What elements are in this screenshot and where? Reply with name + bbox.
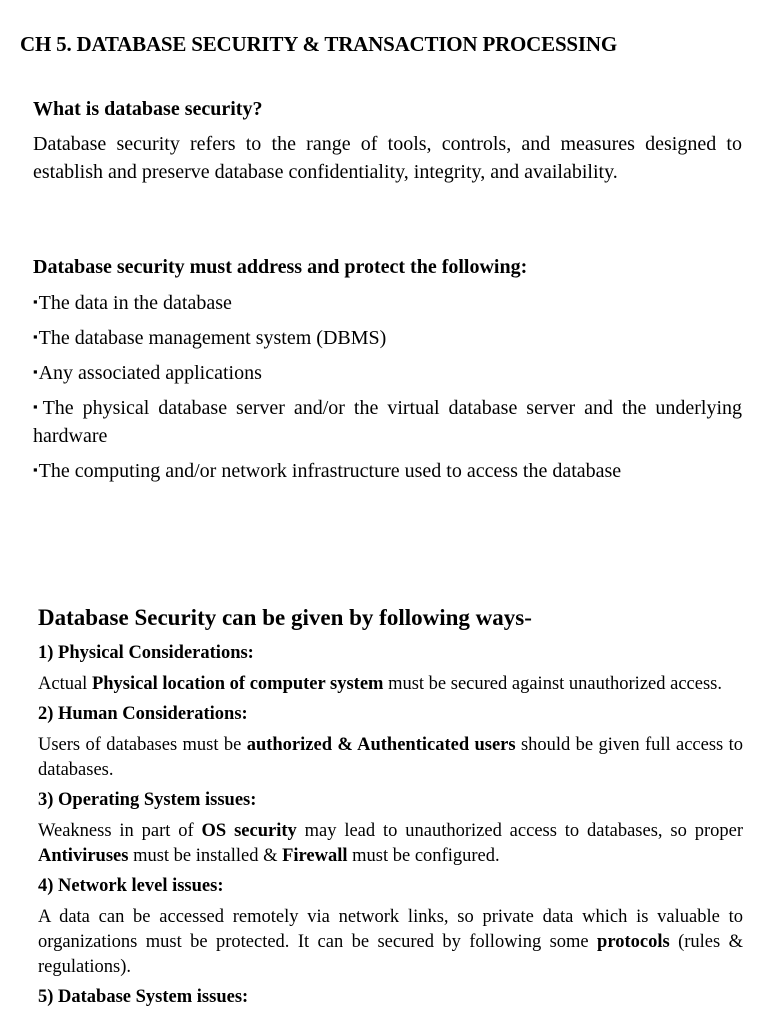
definition-paragraph: Database security refers to the range of tools, controls, and measures designed to establish and preserve database confidentiality, integrity, and availability. <box>33 133 742 183</box>
list-item <box>33 358 742 387</box>
list-item <box>33 393 742 450</box>
body-text: Actual <box>38 674 92 694</box>
way-title-os: 3) Operating System issues: <box>38 790 257 810</box>
body-text: (rules & regulations). <box>38 932 743 977</box>
question-heading: What is database security? <box>33 98 263 120</box>
bullet-icon: ▪ <box>33 364 38 379</box>
body-text: Users of databases must be <box>38 735 247 755</box>
ways-section <box>38 641 743 1009</box>
way-body-network <box>38 905 743 980</box>
way-title-network: 4) Network level issues: <box>38 876 224 896</box>
ways-heading: Database Security can be given by following ways- <box>38 605 532 630</box>
list-item-text: The data in the database <box>38 292 232 314</box>
way-body-human <box>38 733 743 783</box>
way-title-physical: 1) Physical Considerations: <box>38 643 254 663</box>
list-item <box>33 288 742 317</box>
list-item <box>33 456 742 485</box>
emphasis-text: authorized & Authenticated users <box>246 735 516 755</box>
body-text: should be given full access to databases. <box>38 735 743 780</box>
bullet-icon: ▪ <box>33 462 38 477</box>
way-body-os <box>38 819 743 869</box>
chapter-title: CH 5. DATABASE SECURITY & TRANSACTION PROCESSING <box>20 32 617 56</box>
way-body-physical <box>38 672 743 697</box>
list-item-text: The physical database server and/or the virtual database server and the underlying hardware <box>33 397 742 447</box>
body-text: Weakness in part of <box>38 821 202 841</box>
list-item <box>33 323 742 352</box>
emphasis-text: protocols <box>597 932 670 952</box>
body-text: may lead to unauthorized access to databases, so proper <box>296 821 743 841</box>
body-text: A data can be accessed remotely via network links, so private data which is valuable to organizations must be protected. It can be secured by following some <box>38 907 743 952</box>
list-item-text: Any associated applications <box>38 362 262 384</box>
emphasis-text: Firewall <box>282 846 348 866</box>
bullet-icon: ▪ <box>33 329 38 344</box>
way-title-database-cut-off: 5) Database System issues: <box>38 987 249 1007</box>
list-item-text: The computing and/or network infrastructure used to access the database <box>38 460 622 482</box>
body-text: must be configured. <box>347 846 500 866</box>
bullet-icon: ▪ <box>33 294 38 309</box>
emphasis-text: OS security <box>201 821 297 841</box>
body-text: must be installed & <box>128 846 283 866</box>
emphasis-text: Antiviruses <box>38 846 129 866</box>
bullet-icon: ▪ <box>33 399 42 414</box>
protect-list-heading: Database security must address and protect the following: <box>33 256 528 278</box>
list-item-text: The database management system (DBMS) <box>38 327 387 349</box>
protect-list <box>33 288 742 491</box>
emphasis-text: Physical location of computer system <box>91 674 384 694</box>
way-title-human: 2) Human Considerations: <box>38 704 248 724</box>
body-text: must be secured against unauthorized access. <box>383 674 722 694</box>
